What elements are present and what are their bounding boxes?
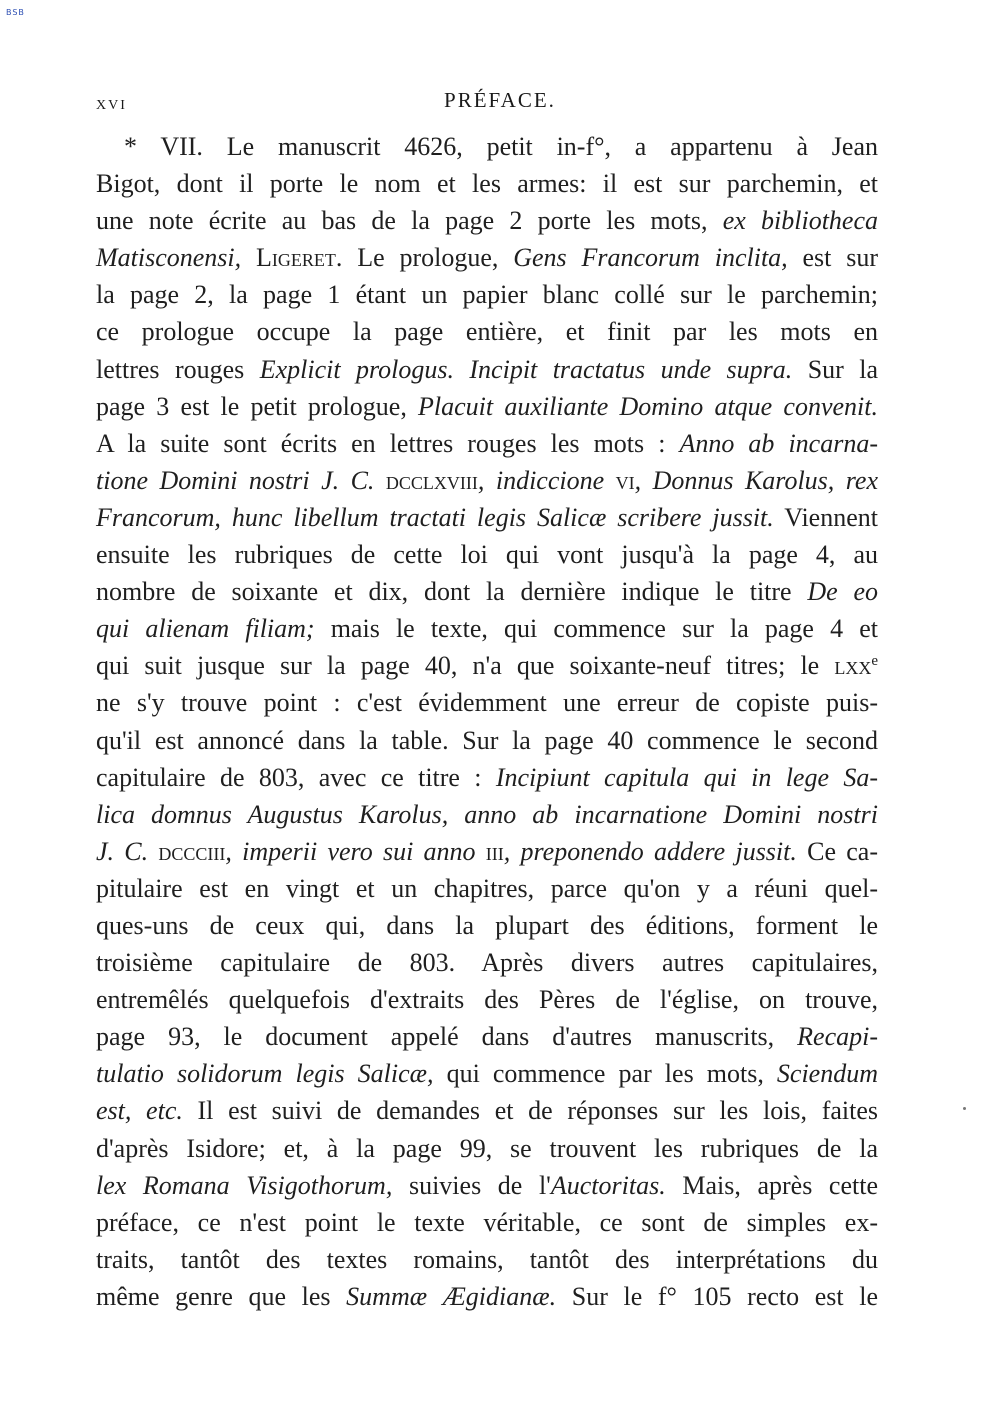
text-segment: troisième capitulaire de 803. Après divers autres capitulaires, bbox=[96, 948, 878, 978]
text-segment: Gens Francorum inclita, bbox=[513, 243, 788, 273]
text-segment: e bbox=[871, 653, 878, 670]
text-segment: qui commence par les mots, bbox=[433, 1059, 777, 1089]
text-line bbox=[96, 128, 878, 165]
text-line bbox=[96, 351, 878, 388]
text-line bbox=[96, 499, 878, 536]
text-segment: Matisconensi, bbox=[96, 243, 256, 273]
text-line bbox=[96, 647, 878, 684]
text-segment: qui alienam filiam; bbox=[96, 614, 315, 644]
text-segment: est sur bbox=[787, 243, 878, 273]
text-segment: Bigot, dont il porte le nom et les armes: il est sur parchemin, et bbox=[96, 169, 878, 199]
text-line bbox=[96, 462, 878, 499]
text-segment: dccciii bbox=[158, 836, 226, 866]
text-segment: traits, tantôt des textes romains, tantôt des interprétations du bbox=[96, 1244, 878, 1274]
text-line bbox=[96, 759, 878, 796]
text-segment: qu'il est annoncé dans la table. Sur la page 40 commence le second bbox=[96, 725, 878, 755]
text-segment: pitulaire est en vingt et un chapitres, parce qu'on y a réuni quel- bbox=[96, 873, 878, 903]
text-segment: page 3 est le petit prologue, bbox=[96, 391, 419, 421]
text-line bbox=[96, 239, 878, 276]
text-segment: lica domnus Augustus Karolus, anno ab incarnatione Domini nostri bbox=[96, 799, 878, 829]
text-line bbox=[96, 1018, 878, 1055]
text-segment: Incipiunt capitula qui in lege Sa- bbox=[495, 762, 878, 792]
text-line bbox=[96, 1130, 878, 1167]
text-segment: vi bbox=[615, 465, 635, 495]
text-segment: Il est suivi de demandes et de réponses sur les lois, faites bbox=[182, 1096, 879, 1126]
text-line bbox=[96, 276, 878, 313]
text-segment: une note écrite au bas de la page 2 porte les mots, bbox=[96, 206, 723, 236]
text-segment: ensuite les rubriques de cette loi qui vont jusqu'à la page 4, au bbox=[96, 540, 878, 570]
text-segment: lex Romana Visigothorum, bbox=[96, 1170, 393, 1200]
text-segment: dcclxviii bbox=[385, 465, 478, 495]
text-line bbox=[96, 1167, 878, 1204]
page-number: XVI bbox=[96, 98, 127, 113]
body-text bbox=[96, 128, 878, 1315]
text-segment: tione Domini nostri J. C. bbox=[96, 465, 386, 495]
text-segment: tulatio solidorum legis Salicæ, bbox=[96, 1059, 434, 1089]
text-segment: lxx bbox=[834, 651, 872, 681]
text-segment: lettres rouges bbox=[96, 354, 260, 384]
text-line bbox=[96, 425, 878, 462]
text-segment: page 93, le document appelé dans d'autres manuscrits, bbox=[96, 1022, 798, 1052]
text-segment: ex bibliotheca bbox=[722, 206, 879, 236]
text-segment: De eo bbox=[807, 577, 878, 607]
text-line bbox=[96, 202, 878, 239]
text-segment: Viennent bbox=[773, 502, 878, 532]
text-segment: ne s'y trouve point : c'est évidemment une erreur de copiste puis- bbox=[96, 688, 878, 718]
text-segment: . Le prologue, bbox=[335, 243, 514, 273]
text-line bbox=[96, 1241, 878, 1278]
text-segment: , indiccione bbox=[477, 465, 616, 495]
text-line bbox=[96, 573, 878, 610]
text-segment: * VII. Le manuscrit 4626, petit in-f°, a appartenu à Jean bbox=[124, 132, 878, 161]
text-line bbox=[96, 833, 878, 870]
text-segment: Sur la bbox=[792, 354, 878, 384]
text-segment: Placuit auxiliante Domino atque convenit. bbox=[418, 391, 878, 421]
text-line bbox=[96, 981, 878, 1018]
page-header bbox=[0, 88, 1000, 118]
text-segment: Explicit prologus. Incipit tractatus unde supra. bbox=[259, 354, 793, 384]
text-segment: même genre que les bbox=[96, 1281, 347, 1311]
text-segment: nombre de soixante et dix, dont la dernière indique le titre bbox=[96, 577, 808, 607]
text-segment: suivies de l' bbox=[392, 1170, 551, 1200]
text-segment: Auctoritas. bbox=[550, 1170, 666, 1200]
text-line bbox=[96, 796, 878, 833]
text-line bbox=[96, 1055, 878, 1092]
text-segment: Ce ca- bbox=[796, 836, 878, 866]
text-segment: , imperii vero sui anno bbox=[225, 836, 486, 866]
running-title: PRÉFACE. bbox=[444, 88, 556, 112]
text-line bbox=[96, 1092, 878, 1129]
text-line bbox=[96, 388, 878, 425]
text-segment: Sur le f° 105 recto est le bbox=[556, 1281, 879, 1311]
text-line bbox=[96, 870, 878, 907]
text-line bbox=[96, 313, 878, 350]
text-line bbox=[96, 536, 878, 573]
text-segment: ques-uns de ceux qui, dans la plupart des éditions, forment le bbox=[96, 910, 878, 940]
text-segment: , preponendo addere jussit. bbox=[503, 836, 797, 866]
text-segment: est, etc. bbox=[96, 1096, 183, 1126]
text-segment: entremêlés quelquefois d'extraits des Pères de l'église, on trouve, bbox=[96, 985, 878, 1015]
text-line bbox=[96, 1278, 878, 1315]
text-segment: iii bbox=[485, 836, 504, 866]
text-segment: Mais, après cette bbox=[665, 1170, 878, 1200]
text-line bbox=[96, 165, 878, 202]
paper-speck bbox=[963, 1107, 966, 1110]
text-segment: préface, ce n'est point le texte véritable, ce sont de simples ex- bbox=[96, 1207, 878, 1237]
text-line bbox=[96, 944, 878, 981]
text-segment: A la suite sont écrits en lettres rouges les mots : bbox=[96, 428, 680, 458]
text-line bbox=[96, 610, 878, 647]
library-stamp: BSB bbox=[6, 8, 25, 17]
text-line bbox=[96, 684, 878, 721]
text-segment: , Donnus Karolus, rex bbox=[634, 465, 878, 495]
text-segment: Francorum, hunc libellum tractati legis Salicæ scribere jussit. bbox=[96, 502, 774, 532]
text-segment: Ligeret bbox=[255, 243, 336, 273]
text-segment: Anno ab incarna- bbox=[679, 428, 878, 458]
text-segment: capitulaire de 803, avec ce titre : bbox=[96, 762, 496, 792]
text-segment: d'après Isidore; et, à la page 99, se trouvent les rubriques de la bbox=[96, 1133, 878, 1163]
text-segment: J. C. bbox=[96, 836, 159, 866]
text-line bbox=[96, 1204, 878, 1241]
text-segment: Sciendum bbox=[776, 1059, 878, 1089]
text-line bbox=[96, 907, 878, 944]
text-segment: ce prologue occupe la page entière, et finit par les mots en bbox=[96, 317, 878, 347]
text-segment: qui suit jusque sur la page 40, n'a que soixante-neuf titres; le bbox=[96, 651, 835, 681]
text-segment: Summæ Ægidianæ. bbox=[346, 1281, 557, 1311]
text-segment: Recapi- bbox=[797, 1022, 878, 1052]
text-segment: mais le texte, qui commence sur la page 4 et bbox=[314, 614, 878, 644]
text-segment: la page 2, la page 1 étant un papier blanc collé sur le parchemin; bbox=[96, 280, 878, 310]
text-line bbox=[96, 722, 878, 759]
